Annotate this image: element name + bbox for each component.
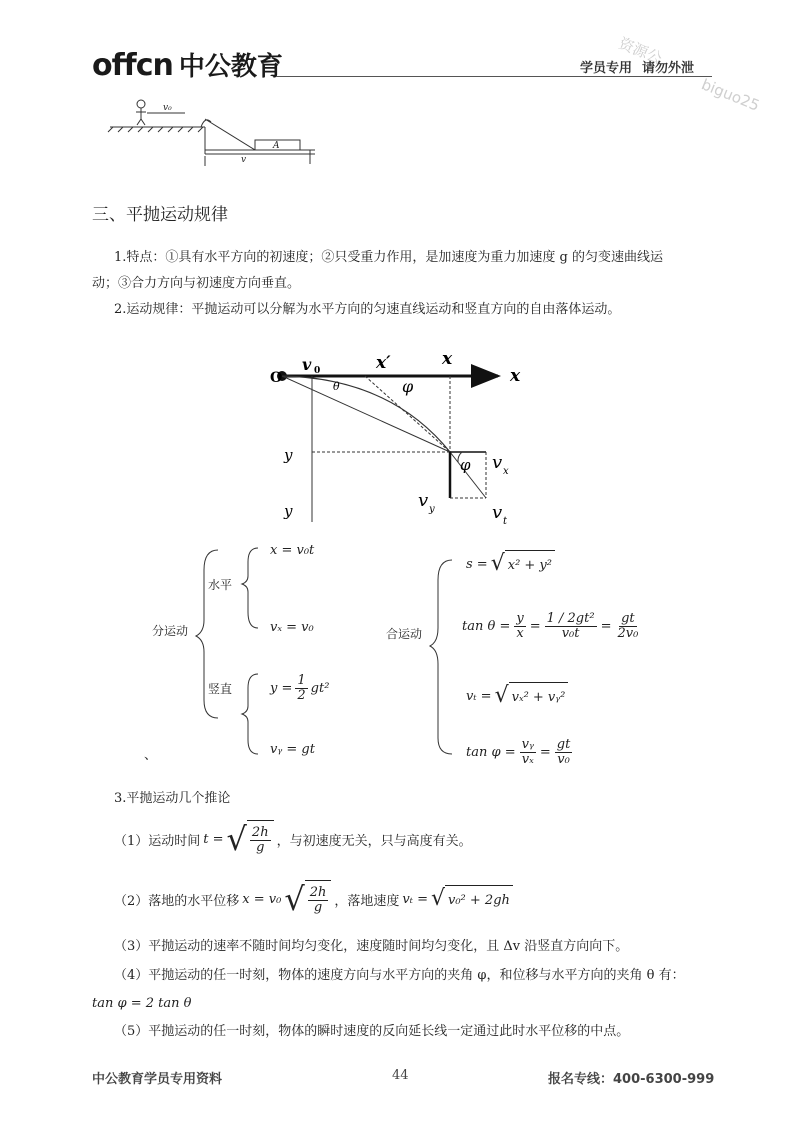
- a-label: A: [273, 141, 280, 151]
- eq-phi-f2-den: v₀: [557, 752, 570, 767]
- upper-ground-hatch: [108, 127, 203, 132]
- inference-2-vt-sqrt: √ v₀² + 2gh: [431, 885, 513, 913]
- inference-1-prefix: （1）运动时间: [114, 833, 201, 849]
- eq-vt-sqrt: √ vₓ² + vᵧ²: [495, 682, 569, 710]
- eq-vt: [466, 682, 568, 710]
- footer-left: 中公教育学员专用资料: [92, 1072, 223, 1087]
- phi-bottom-label: φ: [460, 456, 471, 474]
- brace-resultant: [430, 560, 452, 754]
- inference-2-num: 2h: [309, 885, 327, 900]
- section-title: 三、平抛运动规律: [92, 205, 228, 225]
- x-prime-label: x′: [376, 353, 391, 373]
- eq-y-lhs: y =: [270, 681, 293, 696]
- eq-phi-f1-den: vₓ: [521, 752, 534, 767]
- projectile-diagram: [270, 340, 540, 530]
- eq-s: [466, 550, 555, 578]
- eq-phi-fraction-2: [555, 738, 573, 767]
- inference-1: [114, 820, 472, 858]
- incline: [205, 119, 255, 150]
- brace-horizontal: [242, 548, 258, 628]
- inference-1-t: t =: [203, 831, 224, 847]
- inferences-title: 3.平抛运动几个推论: [114, 791, 231, 806]
- inference-2-sqrt: √ $\frac{2h}{g}$: [284, 880, 331, 918]
- eq-x: x = v₀t: [270, 543, 315, 558]
- eq-tan-f3-den: 2v₀: [617, 626, 639, 641]
- theta-label: θ: [333, 380, 340, 393]
- inference-2-radicand: v₀² + 2gh: [445, 885, 513, 913]
- eq-phi-f2-num: gt: [556, 737, 571, 752]
- eq-y: [270, 674, 329, 703]
- eq-tan-f1-num: y: [516, 611, 524, 626]
- header-tag-students-only: 学员专用: [580, 61, 633, 76]
- label-horizontal: 水平: [208, 578, 233, 592]
- slope-top-arc: [201, 120, 211, 127]
- inference-3: （3）平抛运动的速率不随时间均匀变化，速度随时间均匀变化，且 Δv 沿竖直方向向下。: [114, 939, 629, 954]
- x-axis-label: x: [510, 366, 521, 386]
- vt-label: v: [492, 502, 503, 523]
- person-head: [137, 100, 145, 108]
- eq-s-sqrt: √ x² + y²: [491, 550, 555, 578]
- eq-phi-fraction-1: [520, 738, 536, 767]
- brace-vertical: [242, 674, 258, 754]
- eq-vt-lhs: vₜ =: [466, 688, 492, 704]
- slope-figure: [105, 92, 320, 172]
- vy-label: v: [418, 490, 429, 511]
- vx-subscript: x: [503, 466, 509, 477]
- label-component-motion: 分运动: [152, 624, 189, 638]
- brand-logo: [92, 46, 283, 83]
- eq-phi-f1-num: vᵧ: [521, 737, 534, 752]
- logo-wordmark: offcn: [92, 48, 173, 83]
- eq-tan-lhs: tan θ =: [462, 619, 511, 634]
- eq-tan-phi: tan φ = $\frac{\text{vᵧ}}{\text{vₓ}}$ = $\frac{gt}{\text{v₀}}$: [466, 737, 571, 767]
- eq-vy: vᵧ = gt: [270, 742, 315, 757]
- eq-s-radicand: x² + y²: [505, 550, 555, 578]
- vy-subscript: y: [429, 504, 435, 515]
- eq-tan-f2-num: 1 / 2gt²: [546, 611, 595, 626]
- footer-hotline: 报名专线：400-6300-999: [548, 1072, 715, 1087]
- logo-chinese: 中公教育: [178, 52, 283, 82]
- inference-2-mid: ，落地速度: [334, 893, 400, 909]
- y-label-1: y: [284, 446, 293, 464]
- vt-subscript: t: [503, 516, 508, 527]
- eq-y-fraction: [295, 674, 307, 703]
- stray-mark: 、: [144, 748, 158, 763]
- inference-1-suffix: ，与初速度无关，只与高度有关。: [276, 833, 472, 849]
- inference-1-sqrt: √ $\frac{2h}{g}$: [227, 820, 274, 858]
- eq-s-lhs: s =: [466, 556, 488, 572]
- eq-y-rhs: gt²: [310, 681, 330, 696]
- eq-tan-theta: tan θ = $\frac{y}{x}$ = $\frac{\text{1 / 2gt²}}{\text{v₀t}}$ = $\frac{gt}{\text{2v₀}}$: [462, 611, 639, 641]
- inference-2-den: g: [313, 900, 323, 915]
- label-resultant-motion: 合运动: [386, 627, 423, 641]
- eq-tan-f2-den: v₀t: [561, 626, 580, 641]
- header-rule: [276, 76, 712, 77]
- inference-2-prefix: （2）落地的水平位移: [114, 893, 240, 909]
- paragraph-1-line-1: 1.特点：①具有水平方向的初速度；②只受重力作用，是加速度为重力加速度 g 的匀变速曲线运: [114, 250, 663, 265]
- inference-4: （4）平抛运动的任一时刻，物体的速度方向与水平方向的夹角 φ，和位移与水平方向的夹角 θ 有：: [114, 968, 685, 983]
- eq-y-num: 1: [297, 673, 306, 688]
- label-vertical: 竖直: [208, 682, 233, 696]
- eq-vx: vₓ = v₀: [270, 620, 314, 635]
- eq-tan-fraction-1: [514, 612, 525, 641]
- inference-1-num: 2h: [251, 825, 269, 840]
- eq-tan-f3-num: gt: [621, 611, 635, 626]
- eq-phi-lhs: tan φ =: [466, 745, 516, 760]
- x-top-label: x: [442, 349, 453, 369]
- watermark-text-1: 资源公: [616, 34, 665, 68]
- inference-2-x: x = v₀: [242, 891, 282, 907]
- vx-label: v: [492, 452, 503, 473]
- inference-5: （5）平抛运动的任一时刻，物体的瞬时速度的反向延长线一定通过此时水平位移的中点。: [114, 1024, 630, 1039]
- paragraph-1-line-2: 动；③合力方向与初速度方向垂直。: [92, 276, 301, 291]
- eq-tan-f1-den: x: [516, 626, 524, 641]
- displacement-line: [282, 376, 450, 452]
- paragraph-2: 2.运动规律：平抛运动可以分解为水平方向的匀速直线运动和竖直方向的自由落体运动。: [114, 302, 621, 317]
- watermark-text-2: biguo25: [698, 75, 763, 115]
- header-tag-no-leak: 请勿外泄: [642, 61, 695, 76]
- eq-tan-fraction-3: [615, 612, 640, 641]
- eq-tan-fraction-2: [545, 612, 597, 641]
- eq-y-den: 2: [297, 688, 306, 703]
- phi-top-label: φ: [402, 377, 414, 396]
- inference-2: [114, 880, 513, 918]
- v-label: v: [241, 155, 247, 165]
- v0-label: v: [302, 355, 312, 374]
- inference-1-den: g: [256, 840, 265, 855]
- v0-label: v₀: [163, 103, 172, 113]
- eq-vt-radicand: vₓ² + vᵧ²: [509, 682, 569, 710]
- v0-subscript: 0: [314, 366, 321, 376]
- origin-label: O: [270, 370, 283, 386]
- inference-4-equation: tan φ = 2 tan θ: [92, 996, 192, 1011]
- y-label-2: y: [284, 502, 293, 520]
- page-number: 44: [392, 1068, 409, 1083]
- inference-2-vt: vₜ =: [402, 891, 428, 907]
